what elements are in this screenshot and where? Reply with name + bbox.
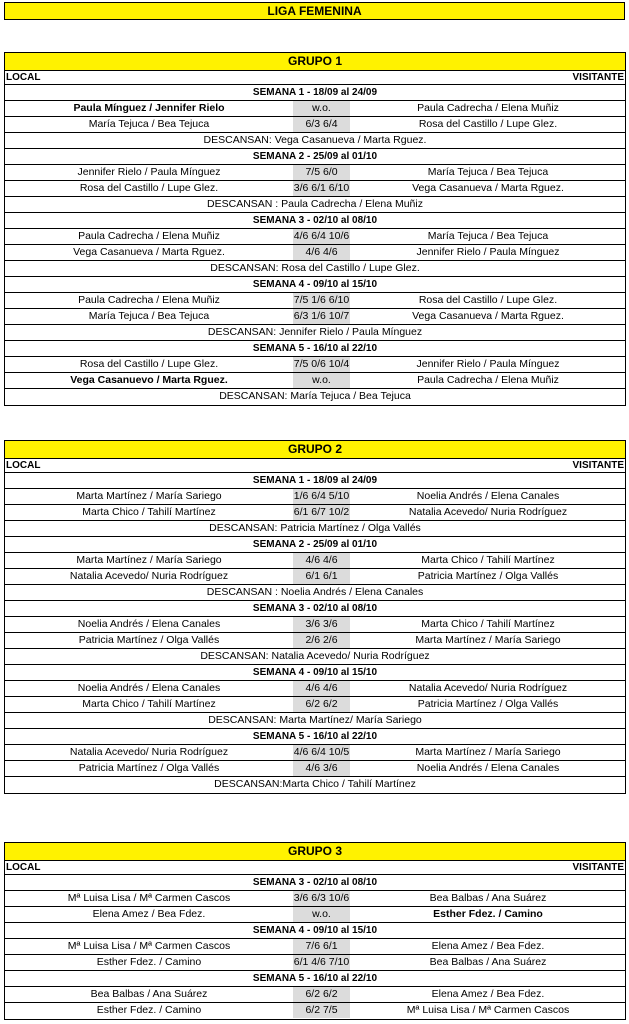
away-pair: Patricia Martínez / Olga Vallés	[417, 698, 559, 710]
match-score: 3/6 3/6	[293, 617, 350, 632]
week-header: SEMANA 5 - 16/10 al 22/10	[5, 341, 625, 357]
resting-pairs: DESCANSAN: Jennifer Rielo / Paula Mínguez	[5, 325, 625, 341]
match-score: 6/3 1/6 10/7	[293, 310, 350, 322]
away-pair: Jennifer Rielo / Paula Mínguez	[416, 246, 560, 258]
match-row	[5, 987, 625, 1003]
group-2-table	[4, 440, 626, 794]
match-row	[5, 489, 625, 505]
match-score: 4/6 4/6	[293, 245, 350, 260]
visitor-label: VISITANTE	[572, 862, 624, 873]
away-pair: Natalia Acevedo/ Nuria Rodríguez	[408, 506, 568, 518]
home-pair: Elena Amez / Bea Fdez.	[92, 908, 206, 920]
away-pair: Mª Luisa Lisa / Mª Carmen Cascos	[406, 1004, 570, 1016]
match-row	[5, 553, 625, 569]
week-header: SEMANA 4 - 09/10 al 15/10	[5, 277, 625, 293]
away-pair: Patricia Martínez / Olga Vallés	[417, 570, 559, 582]
resting-pairs: DESCANSAN : Noelia Andrés / Elena Canales	[5, 585, 625, 601]
home-pair: María Tejuca / Bea Tejuca	[88, 310, 210, 322]
resting-pairs: DESCANSAN:Marta Chico / Tahilí Martínez	[214, 778, 416, 790]
away-pair: Elena Amez / Bea Fdez.	[431, 988, 545, 1000]
home-pair: Esther Fdez. / Camino	[96, 956, 202, 968]
match-row	[5, 117, 625, 133]
match-row	[5, 955, 625, 971]
home-pair: Vega Casanueva / Marta Rguez.	[73, 246, 225, 258]
match-score: 7/5 6/0	[293, 165, 350, 180]
match-row	[5, 229, 625, 245]
home-pair: María Tejuca / Bea Tejuca	[88, 118, 210, 130]
match-score: w.o.	[293, 101, 350, 116]
away-pair: Bea Balbas / Ana Suárez	[429, 892, 547, 904]
home-pair: Mª Luisa Lisa / Mª Carmen Cascos	[67, 940, 231, 952]
home-pair: Noelia Andrés / Elena Canales	[77, 682, 221, 694]
match-row	[5, 357, 625, 373]
week-header: SEMANA 4 - 09/10 al 15/10	[5, 665, 625, 681]
match-row	[5, 633, 625, 649]
match-score: 7/6 6/1	[293, 939, 350, 954]
away-pair: Paula Cadrecha / Elena Muñiz	[417, 374, 559, 386]
match-row	[5, 761, 625, 777]
week-header: SEMANA 3 - 02/10 al 08/10	[5, 875, 625, 891]
match-score: 4/6 3/6	[293, 761, 350, 776]
group-title: GRUPO 3	[5, 843, 625, 861]
match-row	[5, 681, 625, 697]
home-pair: Patricia Martínez / Olga Vallés	[78, 762, 220, 774]
week-header: SEMANA 2 - 25/09 al 01/10	[5, 537, 625, 553]
group-title: GRUPO 2	[5, 441, 625, 459]
group-1-table	[4, 52, 626, 406]
resting-pairs: DESCANSAN: Marta Martínez/ María Sariego	[5, 713, 625, 729]
home-pair: Esther Fdez. / Camino	[96, 1004, 202, 1016]
match-score: 6/2 6/2	[293, 697, 350, 712]
match-score: 3/6 6/3 10/6	[293, 892, 350, 904]
home-pair: Marta Chico / Tahilí Martínez	[82, 506, 216, 518]
away-pair: Vega Casanueva / Marta Rguez.	[412, 182, 564, 194]
away-pair: Marta Chico / Tahilí Martínez	[421, 618, 555, 630]
away-pair: Marta Martínez / María Sariego	[415, 634, 561, 646]
local-label: LOCAL	[6, 862, 41, 873]
away-pair: Rosa del Castillo / Lupe Glez.	[418, 118, 558, 130]
match-score: w.o.	[293, 373, 350, 388]
week-header: SEMANA 5 - 16/10 al 22/10	[5, 729, 625, 745]
match-row	[5, 373, 625, 389]
away-pair: Elena Amez / Bea Fdez.	[431, 940, 545, 952]
match-score: w.o.	[293, 907, 350, 922]
match-score: 1/6 6/4 5/10	[293, 490, 350, 502]
home-pair: Paula Mínguez / Jennifer Rielo	[73, 102, 225, 114]
away-pair: Rosa del Castillo / Lupe Glez.	[418, 294, 558, 306]
away-pair: Esther Fdez. / Camino	[433, 908, 543, 920]
home-pair: Marta Martínez / María Sariego	[76, 490, 222, 502]
home-pair: Patricia Martínez / Olga Vallés	[78, 634, 220, 646]
match-row	[5, 101, 625, 117]
match-score: 6/1 4/6 7/10	[293, 956, 350, 968]
visitor-label: VISITANTE	[572, 72, 624, 83]
week-header: SEMANA 2 - 25/09 al 01/10	[5, 149, 625, 165]
local-label: LOCAL	[6, 460, 41, 471]
away-pair: Natalia Acevedo/ Nuria Rodríguez	[408, 682, 568, 694]
match-row	[5, 165, 625, 181]
match-score: 4/6 4/6	[293, 681, 350, 696]
match-row	[5, 309, 625, 325]
match-row	[5, 697, 625, 713]
match-score: 6/1 6/1	[293, 569, 350, 584]
away-pair: María Tejuca / Bea Tejuca	[427, 166, 549, 178]
week-header: SEMANA 1 - 18/09 al 24/09	[5, 473, 625, 489]
away-pair: Jennifer Rielo / Paula Mínguez	[416, 358, 560, 370]
resting-pairs: DESCANSAN: Rosa del Castillo / Lupe Glez.	[5, 261, 625, 277]
match-score: 4/6 6/4 10/5	[293, 746, 350, 758]
match-score: 4/6 4/6	[293, 553, 350, 568]
match-row	[5, 569, 625, 585]
local-visitor-header	[5, 459, 625, 473]
home-pair: Marta Chico / Tahilí Martínez	[82, 698, 216, 710]
home-pair: Jennifer Rielo / Paula Mínguez	[77, 166, 221, 178]
match-row	[5, 505, 625, 521]
match-row	[5, 245, 625, 261]
match-row	[5, 907, 625, 923]
home-pair: Paula Cadrecha / Elena Muñiz	[78, 294, 220, 306]
resting-pairs: DESCANSAN: Natalia Acevedo/ Nuria Rodríguez	[5, 649, 625, 665]
home-pair: Natalia Acevedo/ Nuria Rodríguez	[69, 570, 229, 582]
match-score: 6/3 6/4	[293, 117, 350, 132]
match-score: 7/5 0/6 10/4	[293, 358, 350, 370]
visitor-label: VISITANTE	[572, 460, 624, 471]
group-title: GRUPO 1	[5, 53, 625, 71]
home-pair: Mª Luisa Lisa / Mª Carmen Cascos	[67, 892, 231, 904]
resting-pairs: DESCANSAN : Paula Cadrecha / Elena Muñiz	[5, 197, 625, 213]
local-visitor-header	[5, 861, 625, 875]
match-score: 4/6 6/4 10/6	[293, 230, 350, 242]
away-pair: María Tejuca / Bea Tejuca	[427, 230, 549, 242]
week-header: SEMANA 3 - 02/10 al 08/10	[5, 213, 625, 229]
match-row	[5, 617, 625, 633]
group-3-table	[4, 842, 626, 1020]
match-row	[5, 745, 625, 761]
away-pair: Vega Casanueva / Marta Rguez.	[412, 310, 564, 322]
home-pair: Marta Martínez / María Sariego	[76, 554, 222, 566]
local-label: LOCAL	[6, 72, 41, 83]
away-pair: Marta Martínez / María Sariego	[415, 746, 561, 758]
home-pair: Rosa del Castillo / Lupe Glez.	[79, 182, 219, 194]
match-row	[5, 1003, 625, 1019]
match-score: 6/2 6/2	[293, 987, 350, 1002]
week-header: SEMANA 5 - 16/10 al 22/10	[5, 971, 625, 987]
week-header: SEMANA 4 - 09/10 al 15/10	[5, 923, 625, 939]
page-title: LIGA FEMENINA	[4, 2, 625, 20]
away-pair: Noelia Andrés / Elena Canales	[416, 490, 560, 502]
match-row	[5, 293, 625, 309]
resting-pairs: DESCANSAN: Patricia Martínez / Olga Vallés	[5, 521, 625, 537]
match-score: 6/2 7/5	[293, 1003, 350, 1018]
match-row	[5, 939, 625, 955]
match-score: 3/6 6/1 6/10	[293, 182, 350, 194]
home-pair: Vega Casanuevo / Marta Rguez.	[70, 374, 228, 386]
match-row	[5, 181, 625, 197]
away-pair: Marta Chico / Tahilí Martínez	[421, 554, 555, 566]
home-pair: Paula Cadrecha / Elena Muñiz	[78, 230, 220, 242]
resting-pairs: DESCANSAN: Vega Casanueva / Marta Rguez.	[5, 133, 625, 149]
home-pair: Natalia Acevedo/ Nuria Rodríguez	[69, 746, 229, 758]
match-score: 7/5 1/6 6/10	[293, 294, 350, 306]
week-header: SEMANA 1 - 18/09 al 24/09	[5, 85, 625, 101]
away-pair: Noelia Andrés / Elena Canales	[416, 762, 560, 774]
home-pair: Rosa del Castillo / Lupe Glez.	[79, 358, 219, 370]
match-score: 6/1 6/7 10/2	[293, 506, 350, 518]
week-header: SEMANA 3 - 02/10 al 08/10	[5, 601, 625, 617]
home-pair: Noelia Andrés / Elena Canales	[77, 618, 221, 630]
away-pair: Bea Balbas / Ana Suárez	[429, 956, 547, 968]
home-pair: Bea Balbas / Ana Suárez	[90, 988, 208, 1000]
match-score: 2/6 2/6	[293, 633, 350, 648]
resting-pairs: DESCANSAN: María Tejuca / Bea Tejuca	[219, 390, 411, 402]
away-pair: Paula Cadrecha / Elena Muñiz	[417, 102, 559, 114]
local-visitor-header	[5, 71, 625, 85]
match-row	[5, 891, 625, 907]
